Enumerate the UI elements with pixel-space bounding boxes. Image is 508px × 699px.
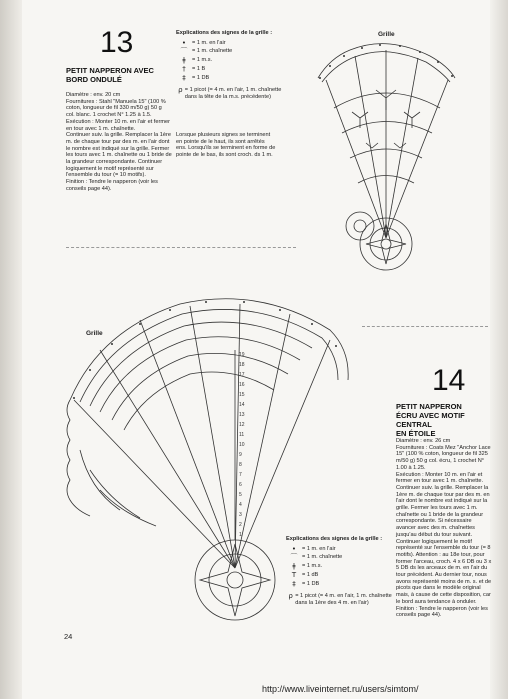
single-crochet-icon: ǂ: [182, 56, 186, 65]
half-treble-icon: T: [291, 570, 297, 579]
p14-legend-text: = 1 dB: [302, 571, 319, 578]
row-number-label: 13: [239, 412, 245, 418]
p13-legend-text: = 1 picot (= 4 m. en l'air, 1 m. chaînette dans la tête de la m.s. précédente): [184, 87, 282, 100]
p14-diameter: Diamètre : env. 26 cm: [396, 438, 451, 444]
pattern-13-legend: [176, 30, 286, 103]
pattern-14-title: [396, 402, 492, 438]
row-number-label: 7: [239, 472, 242, 478]
p14-legend-text: = 1 m. chaînette: [302, 554, 343, 561]
row-number-label: 9: [239, 452, 242, 458]
p13-legend-text: = 1 DB: [192, 74, 210, 81]
p14-legend-text: = 1 DB: [302, 580, 320, 587]
p13-continue: Continuer suiv. la grille. Remplacer la 1ère m. de chaque tour par des m. en l'air dont le nombre est indiqué sur la grille. Fermer les tours avec 1 m. chaînette ou 1 bride de la grandeur correspondante. Continuer logiquement le motif représenté sur l'ensemble du tour (= 10 motifs).: [66, 132, 172, 179]
p14-legend-row: [286, 581, 394, 588]
pattern-13-grid-label: Grille: [378, 31, 395, 38]
page-number: 24: [64, 632, 73, 641]
row-number-label: 18: [239, 362, 245, 368]
pattern-14-title-line1: PETIT NAPPERON: [396, 402, 462, 411]
slip-stitch-icon: ⌒: [180, 47, 188, 56]
p14-legend-title: Explications des signes de la grille :: [286, 536, 383, 542]
row-number-label: 11: [239, 432, 245, 438]
picot-icon: ρ: [288, 592, 293, 601]
treble-icon: †: [182, 64, 186, 73]
page-edge-shadow: [490, 0, 508, 699]
row-number-label: 6: [239, 482, 242, 488]
p14-legend-text: = 1 m.s.: [302, 563, 323, 570]
row-number-label: 2: [239, 522, 242, 528]
p13-supplies: Fournitures : Stahl "Manuela 15" (100 % coton, longueur de fil 330 m/50 g) 50 g col. blanc. 1 crochet N° 1.25 à 1.5.: [66, 98, 166, 119]
pattern-14-title-line3: EN ÉTOILE: [396, 429, 436, 438]
row-number-label: 1: [239, 532, 242, 538]
section-divider: [66, 247, 296, 248]
pattern-14-instructions: [396, 438, 492, 619]
p13-legend-title: Explications des signes de la grille :: [176, 30, 273, 36]
p13-diameter: Diamètre : env. 20 cm: [66, 92, 121, 98]
p13-legend-row: [176, 66, 286, 73]
p14-legend-text: = 1 picot (= 4 m. en l'air, 1 m. chaînette dans la 1ère des 4 m. en l'air): [295, 593, 392, 606]
row-number-label: 17: [239, 372, 245, 378]
pattern-14-legend: [286, 536, 394, 609]
row-number-label: 4: [239, 502, 242, 508]
pattern-13-title-line2: BORD ONDULÉ: [66, 75, 122, 84]
slip-stitch-icon: ⌒: [290, 553, 298, 562]
row-number-label: 16: [239, 382, 245, 388]
p13-legend-text: = 1 m. chaînette: [192, 48, 233, 55]
pattern-13-crochet-chart: [300, 38, 470, 288]
page-spine-shadow: [0, 0, 22, 699]
row-number-label: 12: [239, 422, 245, 428]
double-treble-icon: ‡: [292, 579, 296, 588]
pattern-13-title: [66, 66, 176, 84]
picot-icon: ρ: [178, 86, 183, 95]
section-divider: [362, 326, 488, 327]
p13-legend-row: [176, 75, 286, 82]
p14-legend-row: [286, 572, 394, 579]
pattern-13-instructions: [66, 92, 172, 193]
chain-stitch-icon: •: [291, 544, 297, 553]
pattern-13-number: 13: [100, 26, 134, 59]
pattern-14-title-line2: ÉCRU AVEC MOTIF CENTRAL: [396, 411, 465, 429]
p14-legend-row: [286, 593, 394, 606]
row-number-label: 15: [239, 392, 245, 398]
p14-legend-row: [286, 563, 394, 570]
double-treble-icon: ‡: [182, 73, 186, 82]
watermark-url: http://www.liveinternet.ru/users/simtom/: [262, 684, 419, 694]
chain-stitch-icon: •: [181, 38, 187, 47]
p14-supplies: Fournitures : Coats Mez "Anchor Lace 15" (100 % coton, longueur de fil 325 m/50 g) 50 g col. écru, 1 crochet N° 1.00 à 1.25.: [396, 444, 491, 471]
p14-legend-row: [286, 546, 394, 553]
pattern-13-note: Lorsque plusieurs signes se terminent en pointe de le haut, ils sont arrêtés ens. Lorsqu'ils se terminent en forme de pointe de le bas, ils sont croch. ds 1 m.: [176, 132, 276, 159]
pattern-13-title-line1: PETIT NAPPERON AVEC: [66, 66, 154, 75]
p13-legend-row: [176, 40, 286, 47]
p13-legend-row: [176, 57, 286, 64]
row-number-label: 5: [239, 492, 242, 498]
single-crochet-icon: ǂ: [292, 562, 296, 571]
p13-legend-text: = 1 m.s.: [192, 57, 213, 64]
p13-legend-row: [176, 48, 286, 55]
p13-legend-text: = 1 m. en l'air: [192, 39, 226, 46]
row-number-label: 10: [239, 442, 245, 448]
p14-execution: Exécution : Monter 10 m. en l'air et fermer en tour avec 1 m. chaînette. Continuer suiv. la grille. Remplacer la 1ère m. de chaque tour par des m. en l'air dont le nombre est indiqué sur la grille. Fermer les tours avec 1 m. chaînette ou 1 bride de la grandeur correspondante. Si nécessaire avancer avec des m. chaînettes jusqu'au début du tour suivant. Continuer logiquement le motif représenté sur l'ensemble du tour (= 8 motifs). Attention : au 18e tour, pour former l'arceau, croch. 4 x 6 DB ou 3 x 5 DB ds les arceaux de m. en l'air du tour précédent. Au dernier tour, nous avons représenté moins de m. s. et de picots que dans le modèle original mais, à cause de cette disposition, car le bord aura tendance à onduler.: [396, 471, 492, 605]
p13-execution: Exécution : Monter 10 m. en l'air et fermer en tour avec 1 m. chaînette.: [66, 118, 170, 132]
pattern-14-grid-label: Grille: [86, 330, 103, 337]
p14-legend-text: = 1 m. en l'air: [302, 545, 336, 552]
p14-finish: Finition : Tendre le napperon (voir les conseils page 44).: [396, 605, 488, 619]
p14-legend-row: [286, 554, 394, 561]
p13-legend-text: = 1 B: [192, 65, 206, 72]
row-number-label: 19: [239, 352, 245, 358]
p13-finish: Finition : Tendre le napperon (voir les conseils page 44).: [66, 179, 158, 192]
p13-legend-row: [176, 87, 286, 100]
pattern-14-number: 14: [432, 364, 466, 397]
row-number-label: 14: [239, 402, 245, 408]
row-number-label: 8: [239, 462, 242, 468]
row-number-label: 3: [239, 512, 242, 518]
